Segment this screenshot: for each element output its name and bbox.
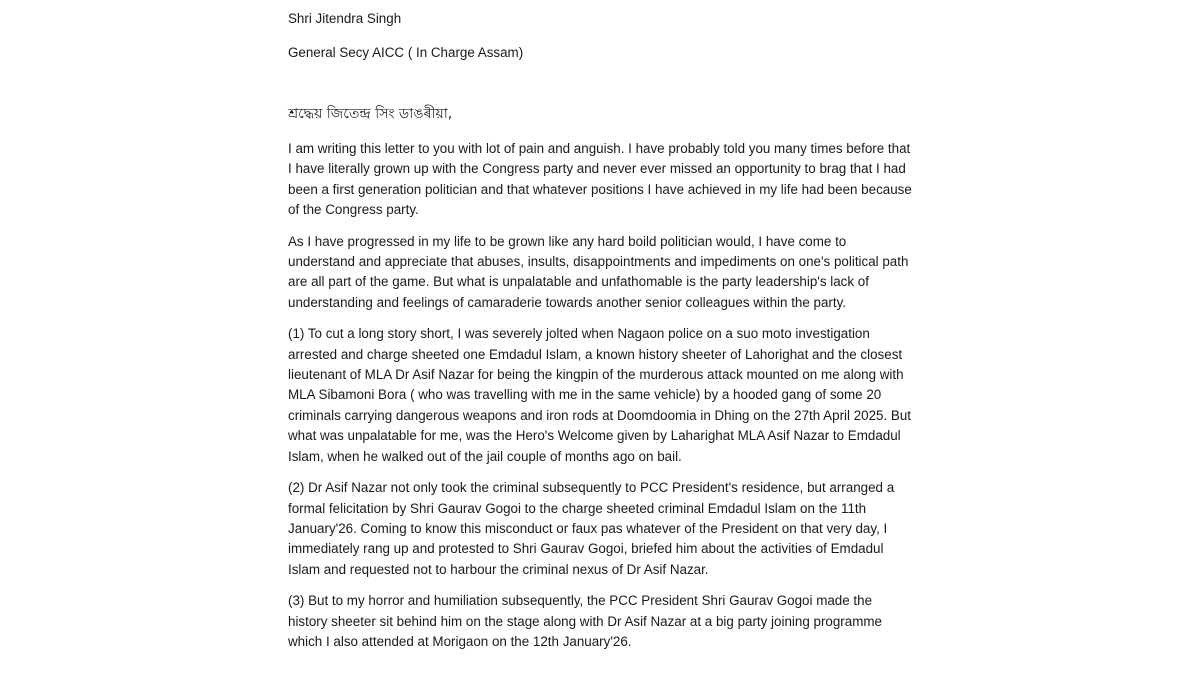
letter-paragraph-2: As I have progressed in my life to be grown like any hard boild politician would, I have come to understand and appreciate that abuses, insults, disappointments and impediments on one's political path are all part of the game. But what is unpalatable and unfathomable is the party leadership's lack of understanding and feelings of camaraderie towards another senior colleagues within the party. bbox=[288, 233, 909, 310]
letter-paragraph-5: (3) But to my horror and humiliation subsequently, the PCC President Shri Gaurav Gogoi made the history sheeter sit behind him on the stage along with Dr Asif Nazar at a big party joining programme which I also attended at Morigaon on the 12th January'26. bbox=[288, 593, 882, 649]
letter-paragraph-4: (2) Dr Asif Nazar not only took the criminal subsequently to PCC President's residence, but arranged a formal felicitation by Shri Gaurav Gogoi to the charge sheeted criminal Emdadul Islam on the 11th January'26. Coming to know this misconduct or faux pas whatever of the President on that very day, I immediately rang up and protested to Shri Gaurav Gogoi, briefed him about the activities of Emdadul Islam and requested not to harbour the criminal nexus of Dr Asif Nazar. bbox=[288, 480, 895, 577]
addressee-name: Shri Jitendra Singh bbox=[288, 11, 402, 26]
letter-paragraph-1: I am writing this letter to you with lot of pain and anguish. I have probably told you many times before that I have literally grown up with the Congress party and never ever missed an opportunity to brag that I had been a first generation politician and that whatever positions I have achieved in my life had been because of the Congress party. bbox=[288, 141, 912, 218]
addressee-title: General Secy AICC ( In Charge Assam) bbox=[288, 45, 524, 60]
letter-paragraph-3: (1) To cut a long story short, I was severely jolted when Nagaon police on a suo moto investigation arrested and charge sheeted one Emdadul Islam, a known history sheeter of Lahorighat and the closest lieutenant of MLA Dr Asif Nazar for being the kingpin of the murderous attack mounted on me along with MLA Sibamoni Bora ( who was travelling with me in the same vehicle) by a hooded gang of some 20 criminals carrying dangerous weapons and iron rods at Doomdoomia in Dhing on the 27th April 2025. But what was unpalatable for me, was the Hero's Welcome given by Laharighat MLA Asif Nazar to Emdadul Islam, when he walked out of the jail couple of months ago on bail. bbox=[288, 326, 912, 464]
salutation: শ্ৰদ্ধেয় জিতেন্দ্ৰ সিং ডাঙৰীয়া, bbox=[288, 106, 453, 122]
letter-document bbox=[288, 10, 913, 652]
